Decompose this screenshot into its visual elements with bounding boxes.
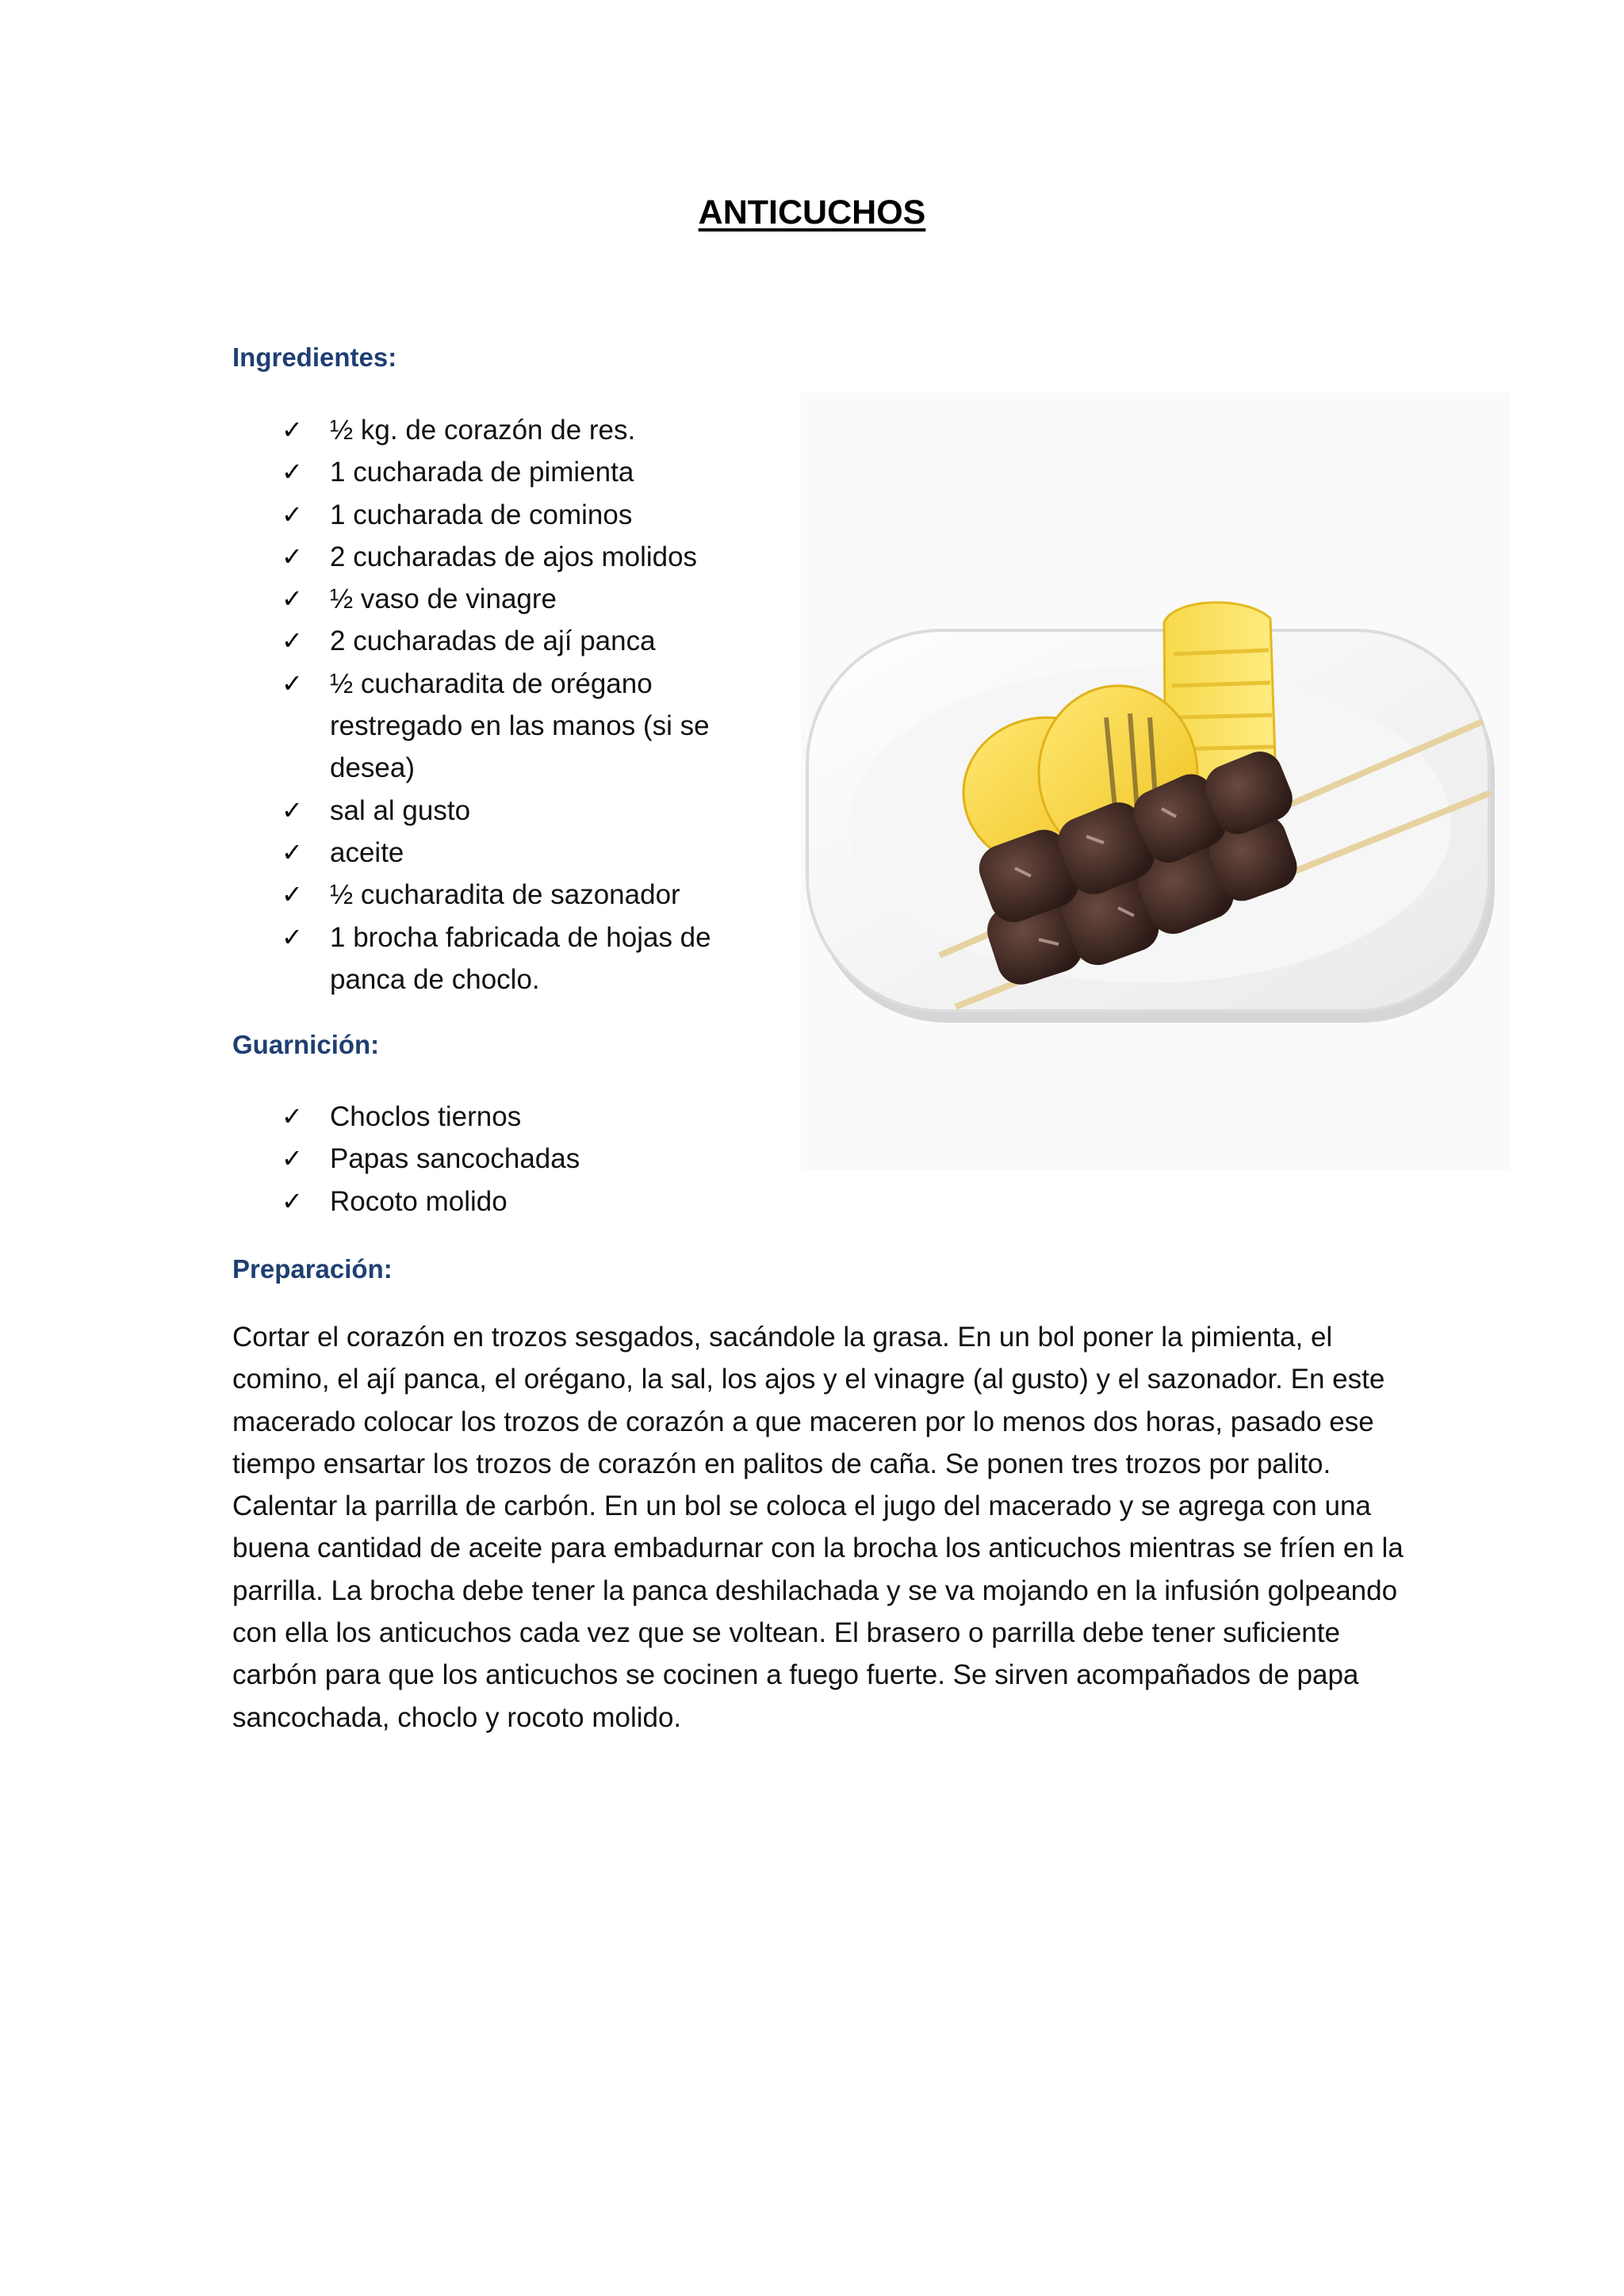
preparation-heading: Preparación: (232, 1254, 393, 1284)
garnish-heading: Guarnición: (232, 1030, 380, 1059)
list-item (282, 578, 773, 620)
ingredient-text: aceite (330, 836, 404, 868)
preparation-text: Cortar el corazón en trozos sesgados, sacándole la grasa. En un bol poner la pimienta, el comino, el ají panca, el orégano, la sal, los ajos y el vinagre (al gusto) y el sazonador. En este macerado colocar los trozos de corazón a que maceren por lo menos dos horas, pasado ese tiempo ensartar los trozos de corazón en palitos de caña. Se ponen tres trozos por palito. Calentar la parrilla de carbón. En un bol se coloca el jugo del macerado y se agrega con una buena cantidad de aceite para embadurnar con la brocha los anticuchos mientras se fríen en la parrilla. La brocha debe tener la panca deshilachada y se va mojando en la infusión golpeando con ella los anticuchos cada vez que se voltean. El brasero o parrilla debe tener suficiente carbón para que los anticuchos se cocinen a fuego fuerte. Se sirven acompañados de papa sancochada, choclo y rocoto molido. (232, 1322, 1404, 1733)
checkmark-icon: ✓ (282, 541, 303, 571)
ingredients-list (282, 409, 773, 1001)
list-item (282, 409, 773, 451)
list-item (282, 1096, 773, 1138)
ingredient-text: ½ cucharadita de orégano restregado en las manos (si se desea) (330, 668, 710, 784)
checkmark-icon: ✓ (282, 880, 303, 909)
page-title: ANTICUCHOS (698, 193, 926, 232)
garnish-text: Choclos tiernos (330, 1101, 522, 1132)
list-item (282, 620, 773, 662)
ingredient-text: ½ vaso de vinagre (330, 584, 557, 615)
ingredient-text: sal al gusto (330, 794, 471, 826)
checkmark-icon: ✓ (282, 584, 303, 614)
list-item (282, 451, 773, 493)
anticuchos-photo (801, 392, 1511, 1169)
list-item (282, 874, 773, 916)
checkmark-icon: ✓ (282, 668, 303, 698)
checkmark-icon: ✓ (282, 795, 303, 825)
ingredient-text: 1 cucharada de cominos (330, 499, 633, 530)
checkmark-icon: ✓ (282, 499, 303, 529)
checkmark-icon: ✓ (282, 837, 303, 867)
list-item (282, 1138, 773, 1180)
ingredient-text: 2 cucharadas de ají panca (330, 626, 656, 657)
ingredient-text: 1 cucharada de pimienta (330, 457, 634, 488)
checkmark-icon: ✓ (282, 1102, 303, 1131)
checkmark-icon: ✓ (282, 1144, 303, 1173)
ingredient-text: 1 brocha fabricada de hojas de panca de choclo. (330, 921, 711, 995)
list-item (282, 536, 773, 578)
list-item (282, 1181, 773, 1223)
ingredients-heading: Ingredientes: (232, 342, 397, 372)
checkmark-icon: ✓ (282, 626, 303, 656)
garnish-text: Papas sancochadas (330, 1143, 580, 1175)
list-item (282, 663, 742, 790)
checkmark-icon: ✓ (282, 415, 303, 444)
checkmark-icon: ✓ (282, 1186, 303, 1215)
ingredient-text: 2 cucharadas de ajos molidos (330, 541, 698, 572)
list-item (282, 832, 773, 874)
checkmark-icon: ✓ (282, 922, 303, 951)
list-item (282, 790, 773, 832)
list-item (282, 916, 758, 1001)
list-item (282, 494, 773, 536)
ingredient-text: ½ cucharadita de sazonador (330, 879, 680, 911)
garnish-list (282, 1096, 773, 1223)
checkmark-icon: ✓ (282, 457, 303, 487)
ingredient-text: ½ kg. de corazón de res. (330, 415, 636, 446)
garnish-text: Rocoto molido (330, 1185, 508, 1217)
